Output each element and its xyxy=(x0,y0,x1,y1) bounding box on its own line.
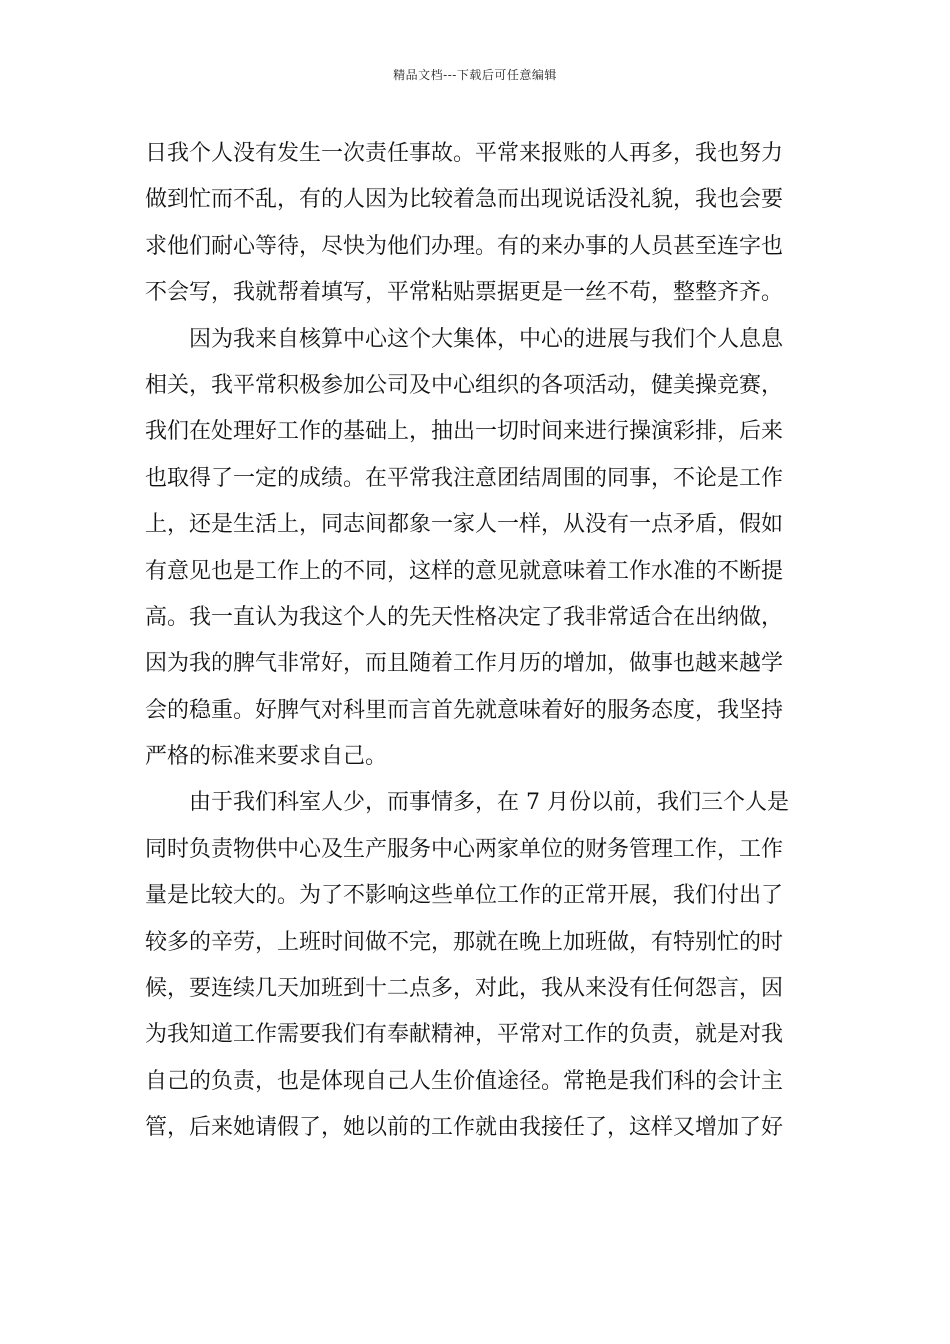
text-line: 会的稳重。好脾气对科里而言首先就意味着好的服务态度，我坚持 xyxy=(145,697,784,723)
text-line: 不会写，我就帮着填写，平常粘贴票据更是一丝不苟，整整齐齐。 xyxy=(145,280,784,306)
text-line: 日我个人没有发生一次责任事故。平常来报账的人再多，我也努力 xyxy=(145,141,784,166)
text-line: 高。我一直认为我这个人的先天性格决定了我非常适合在出纳做， xyxy=(145,604,784,630)
text-line: 做到忙而不乱，有的人因为比较着急而出现说话没礼貌，我也会要 xyxy=(145,187,784,213)
text-line: 严格的标准来要求自己。 xyxy=(145,744,388,770)
text-line: 为我知道工作需要我们有奉献精神，平常对工作的负责，就是对我 xyxy=(145,1022,784,1048)
text-line: 也取得了一定的成绩。在平常我注意团结周围的同事，不论是工作 xyxy=(145,465,784,491)
text-line: 同时负责物供中心及生产服务中心两家单位的财务管理工作，工作 xyxy=(145,836,784,862)
paragraph-start-line: 因为我来自核算中心这个大集体，中心的进展与我们个人息息 xyxy=(189,326,784,352)
page-header: 精品文档---下载后可任意编辑 xyxy=(393,68,557,82)
document-body xyxy=(145,131,810,1152)
text-line: 候，要连续几天加班到十二点多，对此，我从来没有任何怨言，因 xyxy=(145,976,784,1002)
paragraph-start-line: 由于我们科室人少，而事情多，在 7 月份以前，我们三个人是 xyxy=(189,790,789,816)
text-line: 因为我的脾气非常好，而且随着工作月历的增加，做事也越来越学 xyxy=(145,651,784,677)
text-line: 较多的辛劳，上班时间做不完，那就在晚上加班做，有特别忙的时 xyxy=(145,929,784,955)
text-line: 有意见也是工作上的不同，这样的意见就意味着工作水准的不断提 xyxy=(145,558,784,584)
text-line: 我们在处理好工作的基础上，抽出一切时间来进行操演彩排，后来 xyxy=(145,419,784,445)
text-line: 自己的负责，也是体现自己人生价值途径。常艳是我们科的会计主 xyxy=(145,1068,784,1094)
text-line: 相关，我平常积极参加公司及中心组织的各项活动，健美操竞赛， xyxy=(145,372,784,398)
text-line: 管，后来她请假了，她以前的工作就由我接任了，这样又增加了好 xyxy=(145,1115,784,1141)
text-line: 量是比较大的。为了不影响这些单位工作的正常开展，我们付出了 xyxy=(145,883,784,909)
text-line: 上，还是生活上，同志间都象一家人一样，从没有一点矛盾，假如 xyxy=(145,512,784,538)
text-line: 求他们耐心等待，尽快为他们办理。有的来办事的人员甚至连字也 xyxy=(145,233,784,259)
